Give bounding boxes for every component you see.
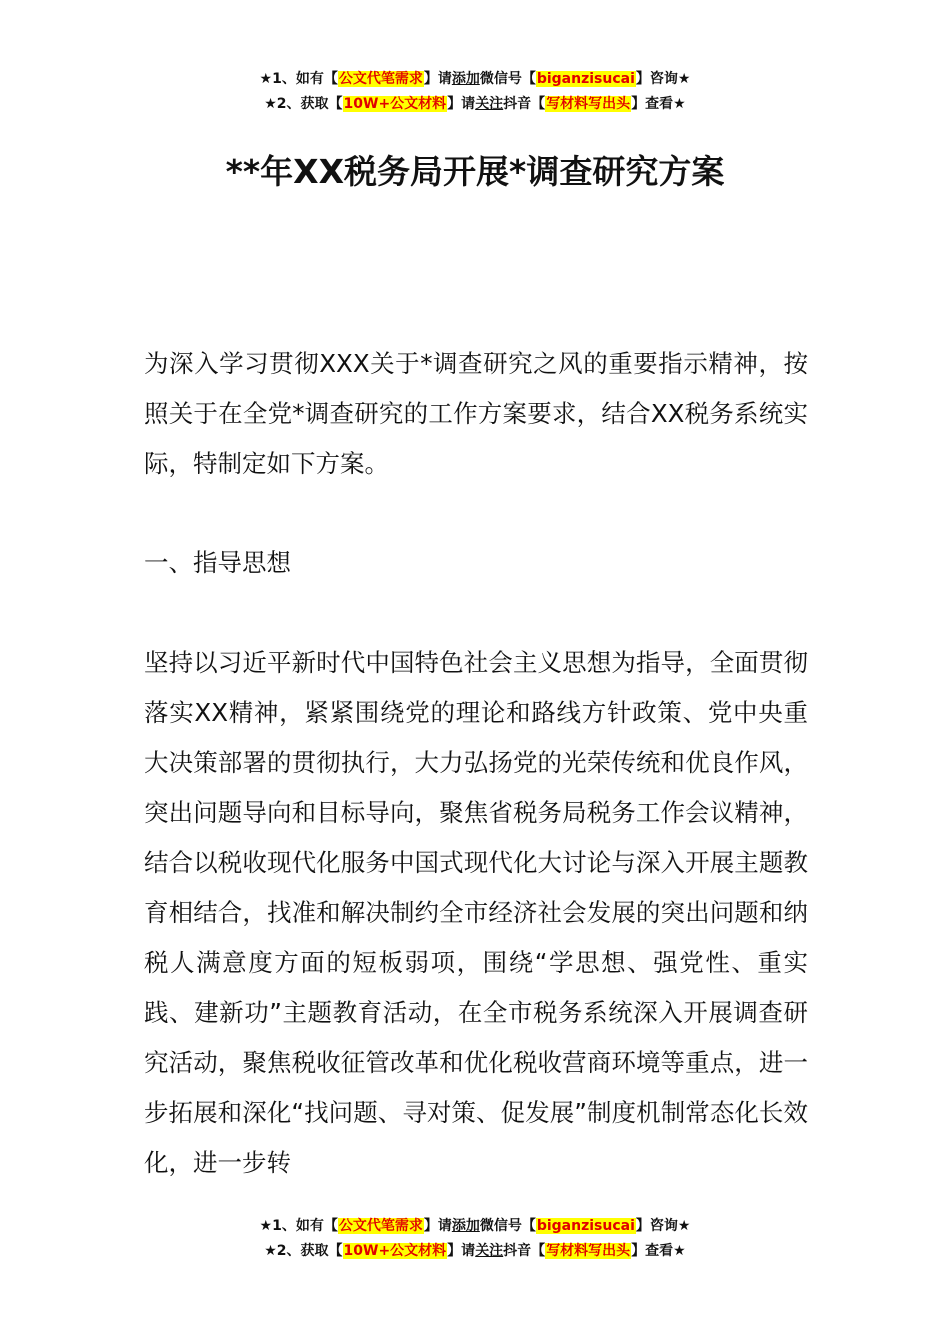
- banner-highlight: 公文代笔需求: [338, 1218, 423, 1234]
- banner-text: 抖音【: [503, 1243, 546, 1259]
- banner-text: 】请: [447, 1243, 476, 1259]
- banner-douyin-id: 写材料写出头: [546, 1243, 631, 1259]
- banner-text: 】请: [423, 1218, 452, 1234]
- footer-banner: [0, 1214, 950, 1264]
- banner-text: 微信号【: [479, 1218, 536, 1234]
- document-title: **年XX税务局开展*调查研究方案: [225, 152, 725, 191]
- banner-line-1: [0, 67, 950, 92]
- banner-text: ★1、如有【: [259, 71, 338, 87]
- banner-text: 】查看★: [631, 96, 686, 112]
- banner-underline-text: 关注: [475, 96, 504, 112]
- banner-wechat-id: biganzisucai: [536, 1218, 635, 1234]
- banner-text: 抖音【: [503, 96, 546, 112]
- banner-text: ★2、获取【: [264, 1243, 343, 1259]
- banner-underline-text: 关注: [475, 1243, 504, 1259]
- banner-text: 】请: [447, 96, 476, 112]
- banner-highlight: 公文代笔需求: [338, 71, 423, 87]
- banner-highlight: 10W+公文材料: [343, 1243, 447, 1259]
- banner-line-2: [0, 1239, 950, 1264]
- banner-text: ★2、获取【: [264, 96, 343, 112]
- banner-douyin-id: 写材料写出头: [546, 96, 631, 112]
- banner-underline-text: 添加: [451, 71, 480, 87]
- section-paragraph: 坚持以习近平新时代中国特色社会主义思想为指导，全面贯彻落实XX精神，紧紧围绕党的理论和路线方针政策、党中央重大决策部署的贯彻执行，大力弘扬党的光荣传统和优良作风，突出问题导向和目标导向，聚焦省税务局税务工作会议精神，结合以税收现代化服务中国式现代化大讨论与深入开展主题教育相结合，找准和解决制约全市经济社会发展的突出问题和纳税人满意度方面的短板弱项，围绕“学思想、强党性、重实践、建新功”主题教育活动，在全市税务系统深入开展调查研究活动，聚焦税收征管改革和优化税收营商环境等重点，进一步拓展和深化“找问题、寻对策、促发展”制度机制常态化长效化，进一步转: [144, 648, 808, 1177]
- banner-line-2: [0, 92, 950, 117]
- banner-line-1: [0, 1214, 950, 1239]
- banner-highlight: 10W+公文材料: [343, 96, 447, 112]
- section-heading: 一、指导思想: [144, 548, 291, 577]
- banner-text: 】咨询★: [635, 1218, 691, 1234]
- intro-paragraph: 为深入学习贯彻XXX关于*调查研究之风的重要指示精神，按照关于在全党*调查研究的工作方案要求，结合XX税务系统实际，特制定如下方案。: [144, 349, 808, 478]
- banner-text: 】咨询★: [635, 71, 691, 87]
- banner-underline-text: 添加: [451, 1218, 480, 1234]
- header-banner: [0, 67, 950, 117]
- banner-text: 微信号【: [479, 71, 536, 87]
- banner-text: ★1、如有【: [259, 1218, 338, 1234]
- banner-text: 】查看★: [631, 1243, 686, 1259]
- banner-wechat-id: biganzisucai: [536, 71, 635, 87]
- banner-text: 】请: [423, 71, 452, 87]
